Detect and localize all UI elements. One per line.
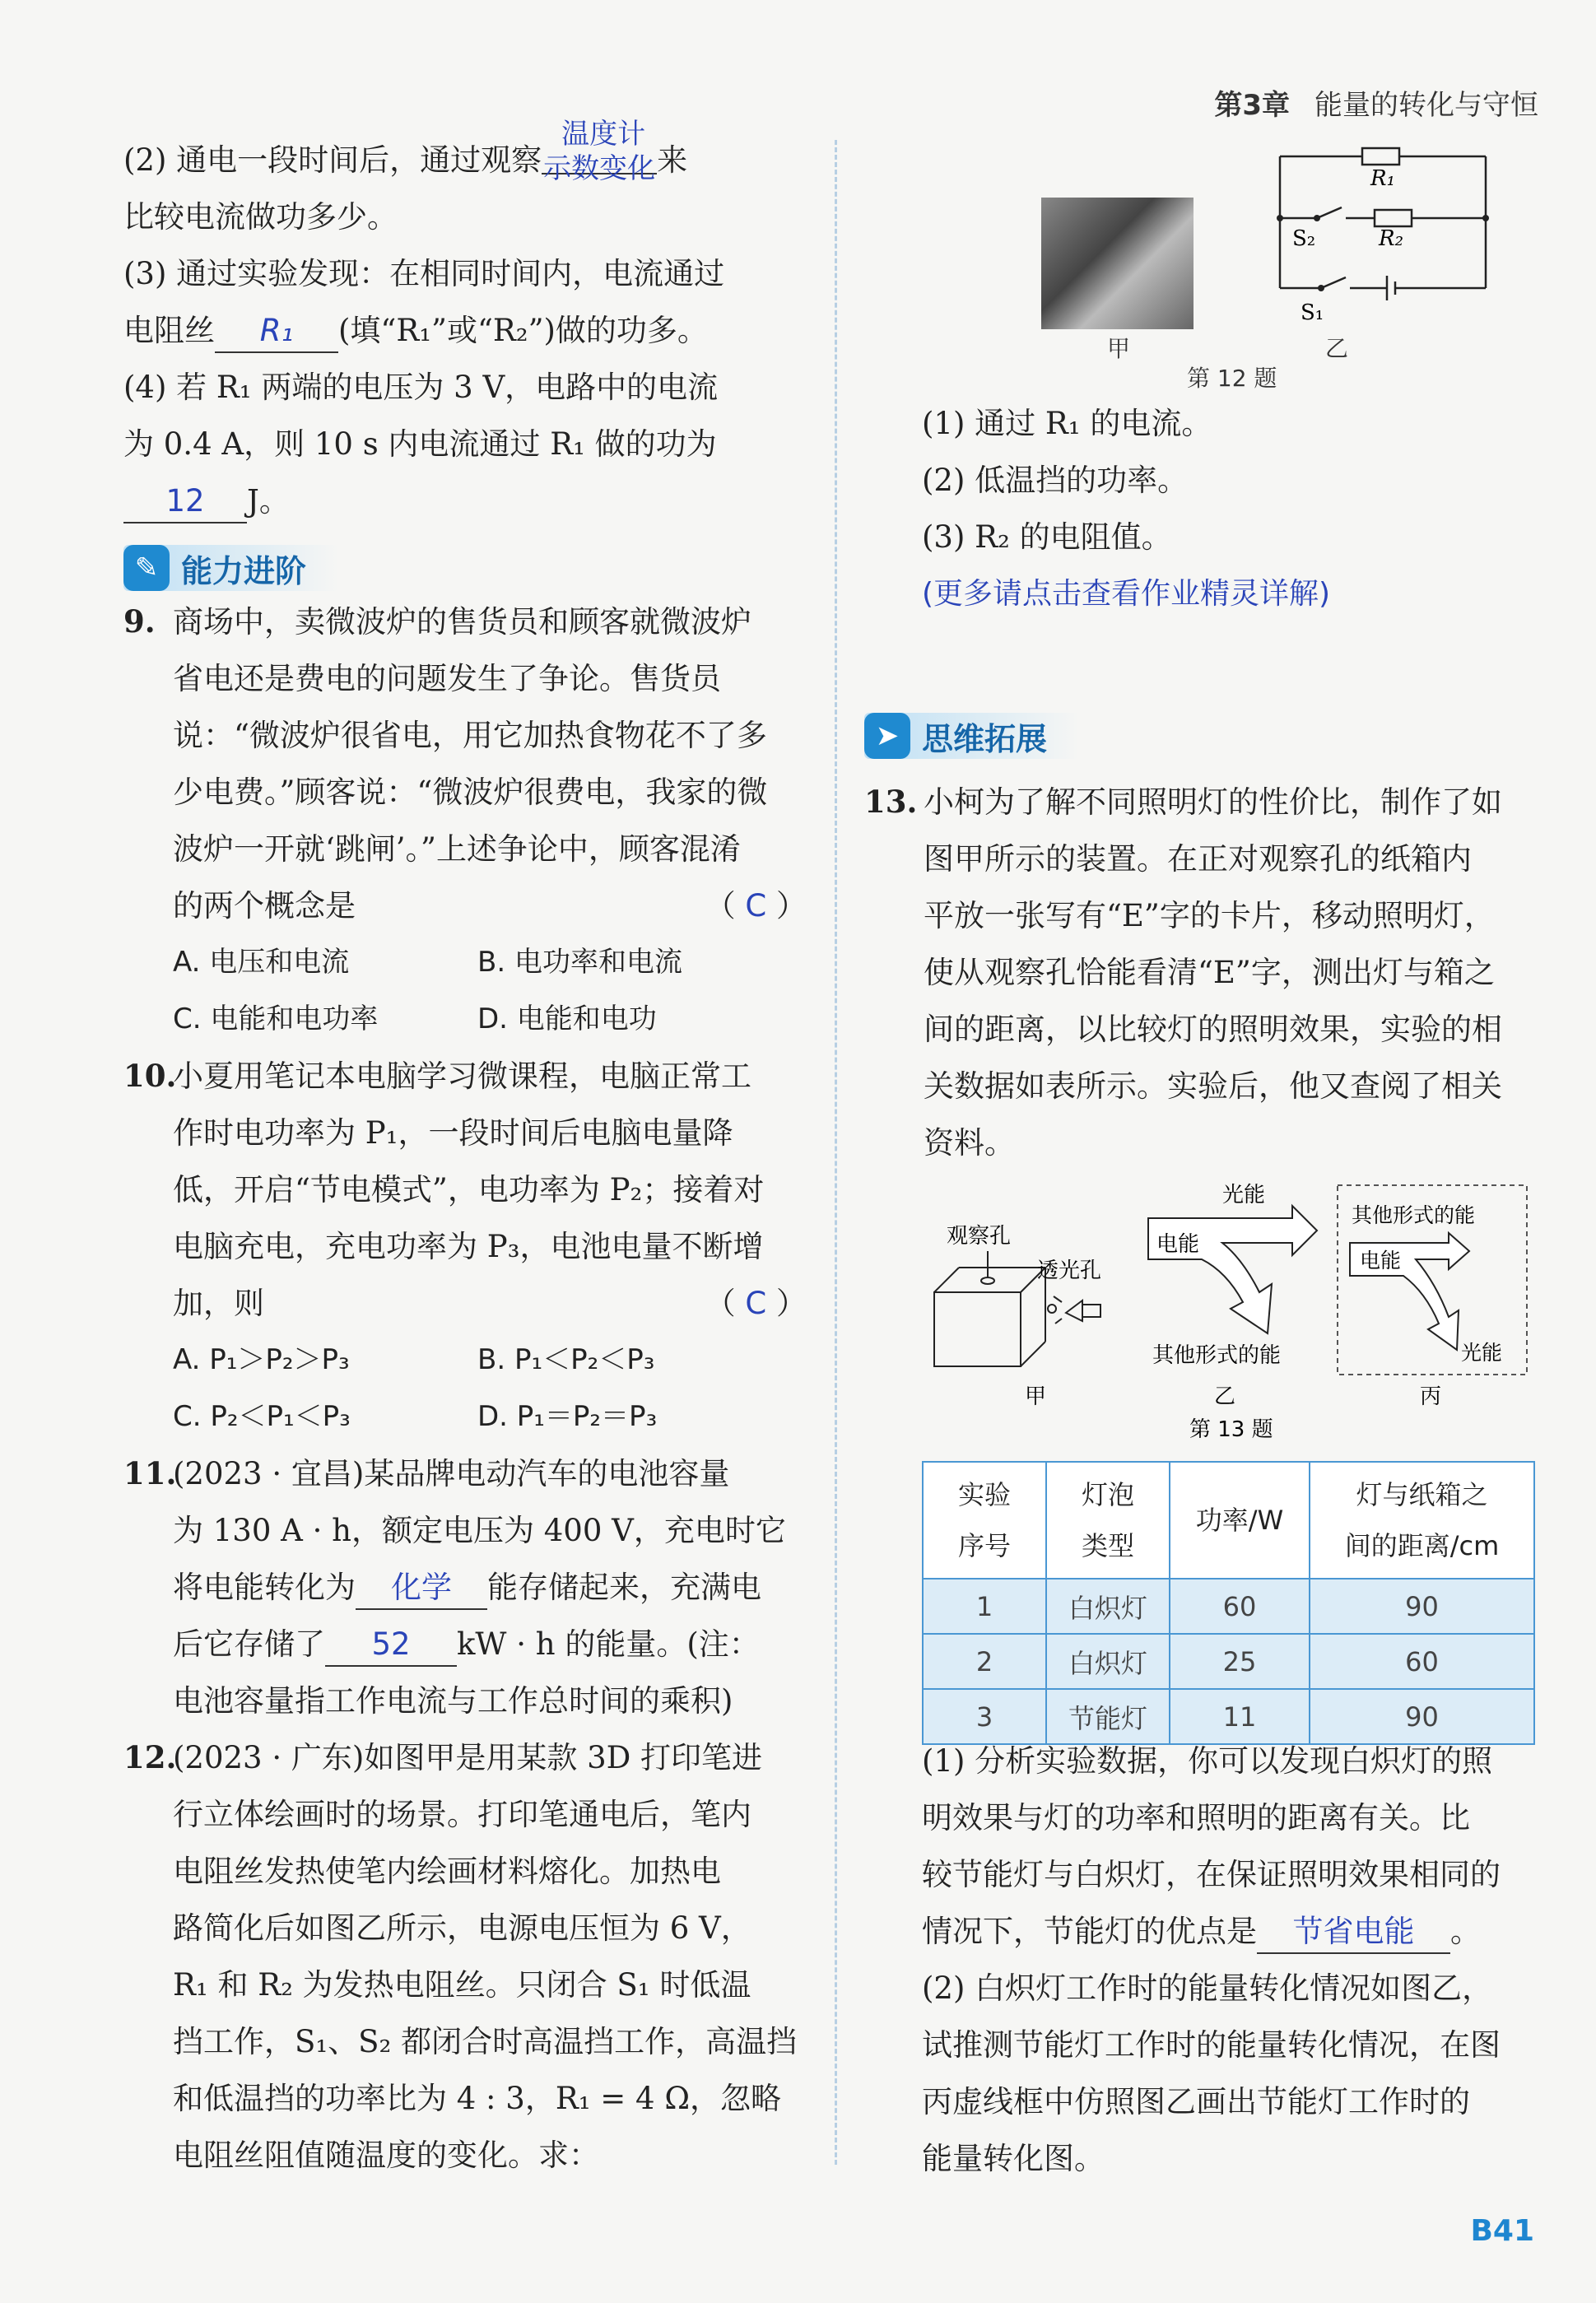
q8-part3-line1: (3) 通过实验发现：在相同时间内，电流通过 xyxy=(123,256,725,291)
q8-part4-line1: (4) 若 R₁ 两端的电压为 3 V，电路中的电流 xyxy=(123,370,719,405)
figure-13-caption: 第 13 题 xyxy=(1189,1417,1273,1442)
q10-option-b: B. P₁＜P₂＜P₃ xyxy=(477,1343,655,1376)
q12-line3: 电阻丝发热使笔内绘画材料熔化。加热电 xyxy=(173,1854,721,1889)
q11-answer-1: 化学 xyxy=(356,1567,487,1610)
figure-13 xyxy=(922,1177,1539,1449)
q12-sub1: (1) 通过 R₁ 的电流。 xyxy=(922,406,1212,441)
label-r2: R₂ xyxy=(1379,226,1403,251)
q9-stem-line3: 说：“微波炉很省电，用它加热食物花不了多 xyxy=(173,718,767,753)
q13-p1-line3: 较节能灯与白炽灯，在保证照明效果相同的 xyxy=(922,1857,1501,1892)
label-electric-yi: 电能 xyxy=(1156,1232,1200,1257)
label-light-bing: 光能 xyxy=(1461,1341,1503,1365)
col-header-distance: 灯与纸箱之 间的距离/cm xyxy=(1310,1462,1534,1579)
q13-line3: 平放一张写有“E”字的卡片，移动照明灯， xyxy=(924,898,1495,933)
q10-option-d: D. P₁＝P₂＝P₃ xyxy=(477,1400,658,1433)
figure-13-label-bing: 丙 xyxy=(1420,1384,1442,1409)
q13-p2-line2: 试推测节能灯工作时的能量转化情况，在图 xyxy=(922,2027,1501,2063)
table-cell: 1 xyxy=(923,1579,1046,1634)
page-number: B41 xyxy=(1470,2214,1534,2248)
q13-p1-answer: 节省电能 xyxy=(1257,1911,1450,1954)
q9-option-d: D. 电能和电功 xyxy=(477,1003,657,1035)
q10-stem-line3: 低，开启“节电模式”，电功率为 P₂；接着对 xyxy=(173,1172,765,1207)
q9-answer: C xyxy=(745,888,767,924)
q9-option-a: A. 电压和电流 xyxy=(173,946,350,979)
chapter-number: 第3章 xyxy=(1214,89,1290,122)
q13-data-table xyxy=(922,1461,1535,1745)
q10-stem-line2: 作时电功率为 P₁，一段时间后电脑电量降 xyxy=(173,1115,733,1151)
figure-12-label-yi: 乙 xyxy=(1325,335,1349,362)
q10-options-row1 xyxy=(123,1332,807,1389)
section-thinking-title: 思维拓展 xyxy=(922,720,1048,757)
label-electric-bing: 电能 xyxy=(1360,1249,1402,1272)
circuit-diagram xyxy=(1255,140,1519,337)
section-ability xyxy=(123,545,339,591)
q9-stem-last: 的两个概念是 （ C ） xyxy=(123,877,807,934)
q13-line5: 间的距离，以比较灯的照明效果，实验的相 xyxy=(924,1012,1502,1047)
q11-line3: 将电能转化为 化学 能存储起来，充满电 xyxy=(123,1559,807,1616)
q9-stem-line4: 少电费。”顾客说：“微波炉很费电，我家的微 xyxy=(173,775,768,810)
q12-line8: 电阻丝阻值随温度的变化。求： xyxy=(173,2138,599,2173)
figure-12-caption: 第 12 题 xyxy=(1187,365,1277,392)
q11-line1: 11.(2023 · 宜昌)某品牌电动汽车的电池容量 xyxy=(123,1455,730,1491)
q11-answer-2: 52 xyxy=(325,1624,457,1667)
chapter-title: 能量的转化与守恒 xyxy=(1314,89,1538,122)
q12-line4: 路简化后如图乙所示，电源电压恒为 6 V， xyxy=(173,1910,751,1946)
section-ability-title: 能力进阶 xyxy=(181,552,307,589)
q13-parts xyxy=(922,1733,1564,2187)
label-s1: S₁ xyxy=(1301,300,1324,325)
q12-line7: 和低温挡的功率比为 4 : 3，R₁ = 4 Ω，忽略 xyxy=(173,2081,782,2116)
q8-part4-answer: 12 xyxy=(123,481,247,523)
q12-line1: 12.(2023 · 广东)如图甲是用某款 3D 打印笔进 xyxy=(123,1739,763,1775)
q11-line4: 后它存储了 52 kW · h 的能量。(注： xyxy=(123,1616,807,1673)
q10-stem-line4: 电脑充电，充电功率为 P₃，电池电量不断增 xyxy=(173,1229,764,1264)
q9-options-row2 xyxy=(123,991,807,1048)
q13-p2-line3: 丙虚线框中仿照图乙画出节能灯工作时的 xyxy=(922,2084,1470,2119)
q9-option-b: B. 电功率和电流 xyxy=(477,946,682,979)
q13-line6: 关数据如表所示。实验后，他又查阅了相关 xyxy=(924,1068,1502,1104)
label-s2: S₂ xyxy=(1292,226,1316,251)
pencil-icon: ✎ xyxy=(123,545,170,591)
q11-line5: 电池容量指工作电流与工作总时间的乘积) xyxy=(173,1683,733,1719)
q13-p1-line2: 明效果与灯的功率和照明的距离有关。比 xyxy=(922,1800,1470,1835)
q10-answer: C xyxy=(745,1286,767,1321)
q13-line4: 使从观察孔恰能看清“E”字，测出灯与箱之 xyxy=(924,955,1495,990)
q10-option-c: C. P₂＜P₁＜P₃ xyxy=(173,1400,351,1433)
left-column xyxy=(123,118,807,2184)
table-row xyxy=(923,1579,1534,1634)
q9-answer-paren: （ C ） xyxy=(705,888,807,924)
3d-pen-photo xyxy=(1041,198,1194,329)
q9-stem-line5: 波炉一开就‘跳闸’。”上述争论中，顾客混淆 xyxy=(173,831,741,867)
col-header-trial: 实验 序号 xyxy=(923,1462,1046,1579)
table-cell: 60 xyxy=(1170,1579,1310,1634)
q12-subparts xyxy=(922,395,1564,622)
page-header xyxy=(1214,82,1538,123)
q12-detail-link[interactable]: (更多请点击查看作业精灵详解) xyxy=(922,577,1331,611)
paper-plane-icon: ➤ xyxy=(864,713,910,759)
table-cell: 25 xyxy=(1170,1634,1310,1689)
table-cell: 60 xyxy=(1310,1634,1534,1689)
figure-13-label-jia: 甲 xyxy=(1025,1384,1047,1409)
q8-part4-line2: 为 0.4 A，则 10 s 内电流通过 R₁ 做的功为 xyxy=(123,426,717,462)
q8-part2-line2: 比较电流做功多少。 xyxy=(123,199,398,235)
table-row xyxy=(923,1634,1534,1689)
figure-12-label-jia: 甲 xyxy=(1107,335,1131,362)
col-header-power: 功率/W xyxy=(1170,1462,1310,1579)
q8-part3-answer: R₁ xyxy=(215,310,338,353)
q9-options-row1 xyxy=(123,934,807,991)
table-header-row xyxy=(923,1462,1534,1579)
q11-line2: 为 130 A · h，额定电压为 400 V，充电时它 xyxy=(173,1513,786,1548)
label-light-yi: 光能 xyxy=(1222,1183,1266,1207)
q8-part2-line1: (2) 通电一段时间后，通过观察 温度计 示数变化 来 xyxy=(123,118,688,185)
figure-12 xyxy=(1041,140,1519,395)
label-other-bing: 其他形式的能 xyxy=(1352,1203,1476,1227)
q8-part2-answer: 温度计 示数变化 xyxy=(543,118,656,185)
table-cell: 白炽灯 xyxy=(1046,1634,1170,1689)
q12-sub3: (3) R₂ 的电阻值。 xyxy=(922,519,1172,555)
label-light-hole: 透光孔 xyxy=(1037,1259,1102,1283)
table-cell: 2 xyxy=(923,1634,1046,1689)
q8-part3-line2: 电阻丝 R₁ (填“R₁”或“R₂”)做的功多。 xyxy=(123,302,807,359)
table-cell: 90 xyxy=(1310,1689,1534,1744)
table-cell: 白炽灯 xyxy=(1046,1579,1170,1634)
q10-options-row2 xyxy=(123,1389,807,1445)
table-cell: 90 xyxy=(1310,1579,1534,1634)
q9-stem-line1: 9. 商场中，卖微波炉的售货员和顾客就微波炉 xyxy=(123,603,751,640)
table-cell: 11 xyxy=(1170,1689,1310,1744)
q9-stem-line2: 省电还是费电的问题发生了争论。售货员 xyxy=(173,661,721,696)
q9-option-c: C. 电能和电功率 xyxy=(173,1003,379,1035)
col-header-bulb-type: 灯泡 类型 xyxy=(1046,1462,1170,1579)
q13-p1-line4: 情况下，节能灯的优点是 节省电能 。 xyxy=(922,1903,1564,1960)
figure-13-label-yi: 乙 xyxy=(1214,1384,1236,1409)
q8-part4-line3: 12 J。 xyxy=(123,472,807,529)
q13-line7: 资料。 xyxy=(924,1125,1015,1161)
q13-stem xyxy=(864,774,1547,1171)
label-other-yi: 其他形式的能 xyxy=(1152,1343,1282,1368)
q10-answer-paren: （ C ） xyxy=(705,1286,807,1321)
q10-stem-line1: 10.小夏用笔记本电脑学习微课程，电脑正常工 xyxy=(123,1058,751,1094)
q13-p2-line4: 能量转化图。 xyxy=(922,2141,1105,2176)
section-thinking xyxy=(864,713,1080,759)
label-r1: R₁ xyxy=(1370,166,1395,191)
q10-option-a: A. P₁＞P₂＞P₃ xyxy=(173,1343,350,1376)
q12-line6: 挡工作，S₁、S₂ 都闭合时高温挡工作，高温挡 xyxy=(173,2024,798,2059)
q12-line2: 行立体绘画时的场景。打印笔通电后，笔内 xyxy=(173,1797,751,1832)
label-observe-hole: 观察孔 xyxy=(947,1224,1012,1249)
q10-stem-last: 加，则 （ C ） xyxy=(123,1275,807,1332)
q13-p1-line1: (1) 分析实验数据，你可以发现白炽灯的照 xyxy=(922,1743,1493,1779)
table-cell: 节能灯 xyxy=(1046,1689,1170,1744)
q13-line2: 图甲所示的装置。在正对观察孔的纸箱内 xyxy=(924,841,1472,877)
q13-p2-line1: (2) 白炽灯工作时的能量转化情况如图乙， xyxy=(922,1970,1493,2006)
table-cell: 3 xyxy=(923,1689,1046,1744)
column-divider xyxy=(835,140,837,2165)
q12-sub2: (2) 低温挡的功率。 xyxy=(922,463,1189,498)
q13-line1: 13. 小柯为了解不同照明灯的性价比，制作了如 xyxy=(864,784,1502,820)
q12-line5: R₁ 和 R₂ 为发热电阻丝。只闭合 S₁ 时低温 xyxy=(173,1967,751,2003)
